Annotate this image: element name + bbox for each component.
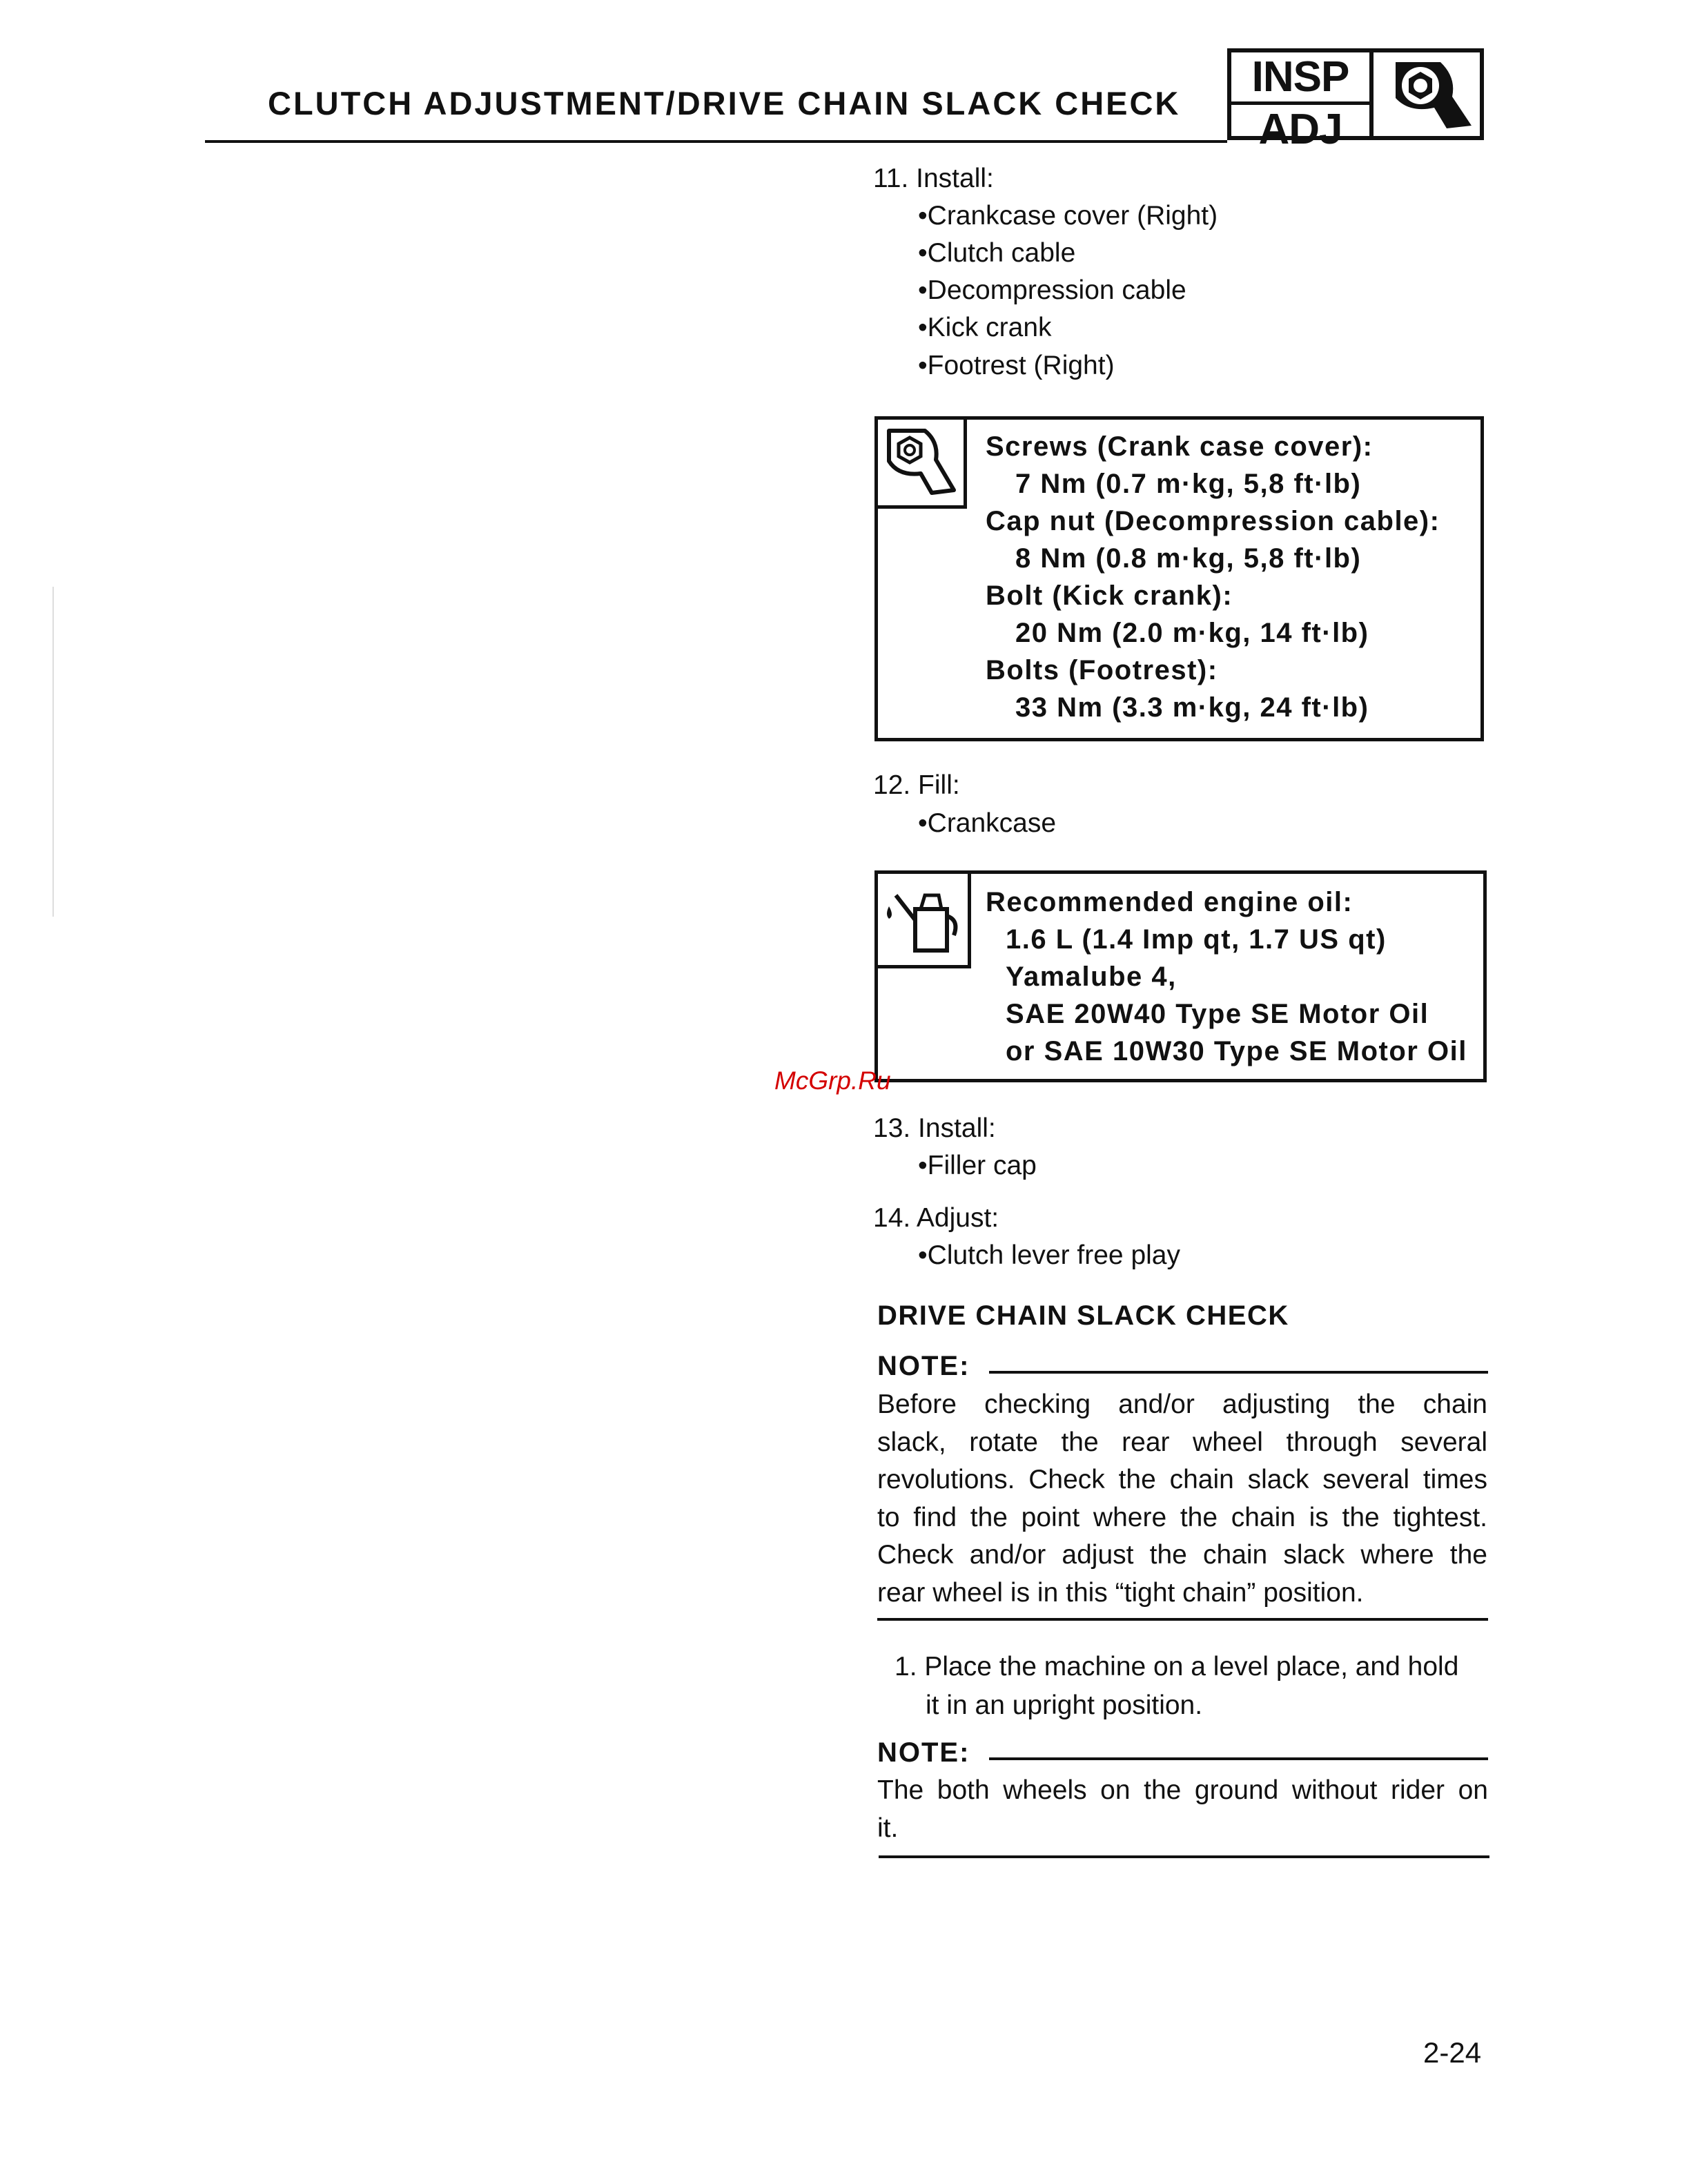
oil-line: or SAE 10W30 Type SE Motor Oil — [1006, 1036, 1467, 1066]
torque-line: 8 Nm (0.8 m·kg, 5,8 ft·lb) — [1015, 543, 1362, 574]
step-11-item: •Clutch cable — [918, 238, 1076, 268]
step-14-item: •Clutch lever free play — [918, 1240, 1180, 1270]
page-title: CLUTCH ADJUSTMENT/DRIVE CHAIN SLACK CHECK — [268, 85, 1181, 121]
note-end-rule — [877, 1618, 1488, 1621]
step-13-label: 13. Install: — [873, 1113, 996, 1143]
note-rule — [989, 1757, 1488, 1760]
step-12-label: 12. Fill: — [873, 770, 960, 800]
note-line: Check and/or adjust the chain slack where the — [877, 1540, 1487, 1570]
note-paragraph — [877, 1772, 1488, 1847]
note-label: NOTE: — [877, 1737, 970, 1768]
watermark: McGrp.Ru — [774, 1066, 891, 1095]
badge-bottom-label: ADJ — [1258, 106, 1342, 153]
step-14-label: 14. Adjust: — [873, 1203, 999, 1233]
oil-can-icon — [874, 870, 971, 968]
note-paragraph — [877, 1386, 1487, 1612]
header-rule — [205, 140, 1227, 143]
step-11-item: •Decompression cable — [918, 275, 1186, 305]
step-1-line: it in an upright position. — [926, 1690, 1203, 1720]
torque-line: 33 Nm (3.3 m·kg, 24 ft·lb) — [1015, 692, 1369, 723]
wrench-nut-icon — [1374, 52, 1480, 136]
note-line: it. — [877, 1813, 899, 1843]
section-title: DRIVE CHAIN SLACK CHECK — [877, 1300, 1289, 1331]
torque-line: Cap nut (Decompression cable): — [986, 506, 1440, 536]
note-line: rear wheel is in this “tight chain” position. — [877, 1577, 1364, 1608]
note-line: Before checking and/or adjusting the chain — [877, 1390, 1487, 1419]
step-11-item: •Crankcase cover (Right) — [918, 201, 1218, 231]
step-11-label: 11. Install: — [873, 164, 994, 193]
note-label: NOTE: — [877, 1351, 970, 1381]
note-rule — [989, 1371, 1488, 1374]
note-end-rule — [879, 1855, 1489, 1858]
torque-line: 20 Nm (2.0 m·kg, 14 ft·lb) — [1015, 618, 1369, 648]
step-11-item: •Footrest (Right) — [918, 351, 1115, 380]
step-1-line: 1. Place the machine on a level place, and hold — [895, 1652, 1459, 1681]
torque-wrench-icon — [874, 416, 967, 509]
note-line: revolutions. Check the chain slack several times — [877, 1465, 1487, 1494]
step-12-item: •Crankcase — [918, 808, 1057, 838]
torque-line: Screws (Crank case cover): — [986, 431, 1374, 462]
insp-adj-badge — [1227, 48, 1484, 153]
oil-line: SAE 20W40 Type SE Motor Oil — [1006, 999, 1429, 1029]
oil-line: 1.6 L (1.4 Imp qt, 1.7 US qt) — [1006, 924, 1387, 955]
step-13-item: •Filler cap — [918, 1151, 1037, 1180]
page-number: 2-24 — [1423, 2036, 1482, 2069]
badge-text — [1231, 52, 1374, 153]
torque-line: Bolts (Footrest): — [986, 655, 1218, 685]
oil-line: Recommended engine oil: — [986, 887, 1353, 917]
note-line: slack, rotate the rear wheel through several — [877, 1427, 1487, 1457]
badge-top-label: INSP — [1231, 52, 1369, 105]
oil-line: Yamalube 4, — [1006, 962, 1177, 992]
note-line: The both wheels on the ground without rider on — [877, 1775, 1488, 1805]
torque-line: 7 Nm (0.7 m·kg, 5,8 ft·lb) — [1015, 469, 1362, 499]
torque-line: Bolt (Kick crank): — [986, 581, 1233, 611]
scan-margin-line — [52, 587, 54, 917]
step-11-item: •Kick crank — [918, 313, 1052, 342]
note-line: to find the point where the chain is the tightest. — [877, 1502, 1487, 1532]
